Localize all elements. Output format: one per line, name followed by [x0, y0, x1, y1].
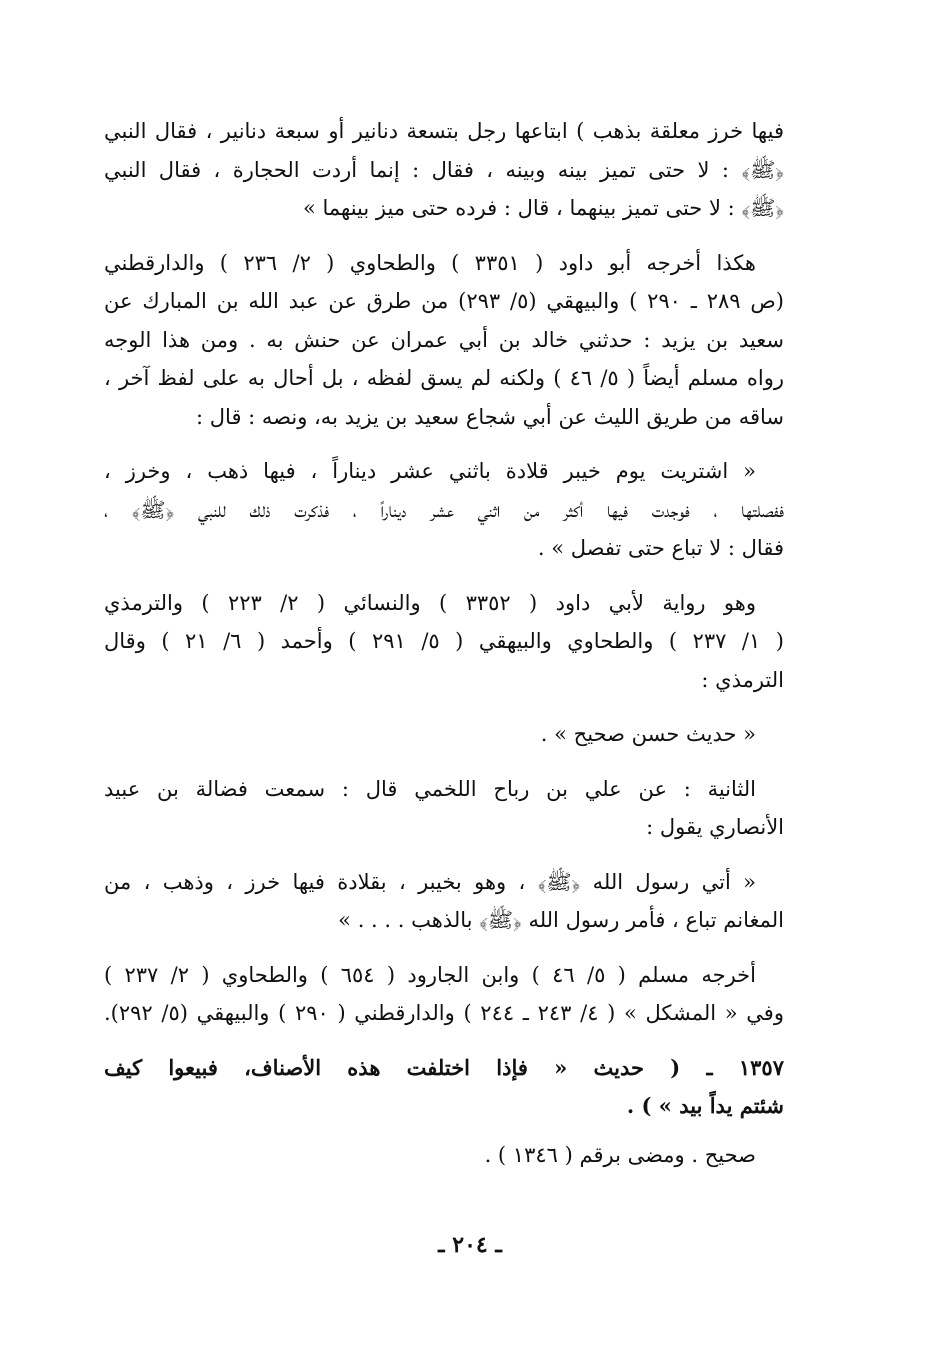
hadith-1357-grading — [104, 1136, 784, 1175]
text-line: « أتي رسول الله ﴿ﷺ﴾ ، وهو بخيبر ، بقلادة فيها خرز ، وذهب ، من — [104, 869, 756, 894]
text-line: شئتم يداً بيد » ) . — [626, 1093, 784, 1118]
text-line: أخرجه مسلم ( ٥/ ٤٦ ) وابن الجارود ( ٦٥٤ ) والطحاوي ( ٢/ ٢٣٧ ) — [104, 962, 756, 987]
text-line: الترمذي : — [701, 667, 784, 692]
quoted-hadith — [104, 452, 784, 568]
text-line: وفي « المشكل » ( ٤/ ٢٤٣ ـ ٢٤٤ ) والدارقطني ( ٢٩٠ ) والبيهقي (٥/ ٢٩٢). — [104, 1001, 784, 1025]
text-line: « حديث حسن صحيح » . — [540, 722, 756, 746]
tirmidhi-grading — [104, 715, 784, 754]
document-page — [104, 112, 784, 1174]
riwaya-paragraph — [104, 584, 784, 700]
text-line: الأنصاري يقول : — [646, 815, 784, 839]
text-line: ( ١/ ٢٣٧ ) والطحاوي والبيهقي ( ٥/ ٢٩١ ) وأحمد ( ٦/ ٢١ ) وقال — [104, 629, 784, 653]
text-line: رواه مسلم أيضاً ( ٥/ ٤٦ ) ولكنه لم يسق لفظه ، بل أحال به على لفظ آخر ، — [104, 366, 784, 390]
text-line: سعيد بن يزيد : حدثني خالد بن أبي عمران عن حنش به . ومن هذا الوجه — [104, 327, 784, 352]
second-takhrij — [104, 956, 784, 1033]
text-line: الثانية : عن علي بن رباح اللخمي قال : سمعت فضالة بن عبيد — [104, 776, 756, 801]
text-line: ﴿ﷺ﴾ : لا حتى تميز بينه وبينه ، فقال : إنما أردت الحجارة ، فقال النبي — [104, 157, 784, 182]
text-line: صحيح . ومضى برقم ( ١٣٤٦ ) . — [484, 1142, 756, 1167]
text-line: ﴿ﷺ﴾ : لا حتى تميز بينهما ، قال : فرده حتى ميز بينهما » — [302, 196, 784, 220]
text-line: ففصلتها ، فوجدت فيها أكثر من اثني عشر ديناراً ، فذكرت ذلك للنبي ﴿ﷺ﴾ ، — [104, 497, 784, 522]
text-line: ١٣٥٧ ـ ( حديث « فإذا اختلفت هذه الأصناف، فبيعوا كيف — [104, 1054, 784, 1080]
second-narration-text — [104, 863, 784, 940]
text-line: فيها خرز معلقة بذهب ) ابتاعها رجل بتسعة دنانير أو سبعة دنانير ، فقال النبي — [104, 119, 784, 143]
takhrij-paragraph — [104, 244, 784, 437]
second-narration-intro — [104, 770, 784, 847]
text-line: فقال : لا تباع حتى تفصل » . — [537, 536, 784, 560]
text-line: « اشتريت يوم خيبر قلادة باثني عشر ديناراً ، فيها ذهب ، وخرز ، — [104, 459, 756, 483]
text-line: ساقه من طريق الليث عن أبي شجاع سعيد بن يزيد به، ونصه : قال : — [196, 404, 784, 429]
hadith-text-continuation — [104, 112, 784, 228]
text-line: المغانم تباع ، فأمر رسول الله ﴿ﷺ﴾ بالذهب . . . . » — [338, 908, 784, 932]
hadith-1357-heading — [104, 1049, 784, 1126]
page-number: ـ ٢٠٤ ـ — [438, 1232, 502, 1258]
text-line: هكذا أخرجه أبو داود ( ٣٣٥١ ) والطحاوي ( ٢/ ٢٣٦ ) والدارقطني — [104, 250, 756, 275]
text-line: وهو رواية لأبي داود ( ٣٣٥٢ ) والنسائي ( ٢/ ٢٢٣ ) والترمذي — [104, 590, 756, 615]
text-line: (ص ٢٨٩ ـ ٢٩٠ ) والبيهقي (٥/ ٢٩٣) من طرق عن عبد الله بن المبارك عن — [104, 289, 784, 313]
